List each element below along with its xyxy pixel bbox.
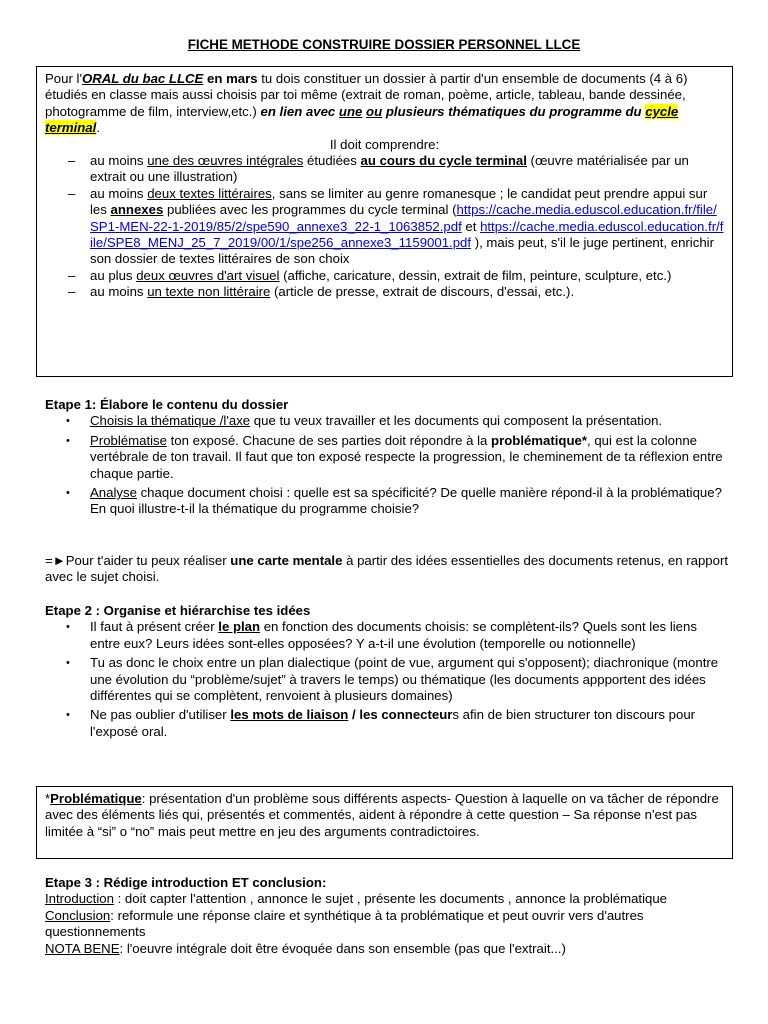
text: Pour l': [45, 71, 82, 86]
text: ), mais peut, s'il le juge pertinent, enrichir son dossier de textes littéraires de son choix: [90, 235, 714, 267]
list-item: [45, 433, 730, 482]
text: deux œuvres d'art visuel: [136, 267, 280, 283]
list-item: [45, 186, 724, 268]
text: le plan: [218, 619, 261, 635]
text: problématique*: [491, 432, 588, 448]
text: à partir des idées essentielles des documents retenus, en rapport avec le sujet choisi.: [45, 553, 729, 585]
text: les mots de liaison: [230, 707, 349, 723]
text: une carte mentale: [230, 553, 343, 568]
list-item: [45, 707, 730, 740]
conclusion-line: [45, 908, 730, 941]
intro-box: [36, 66, 733, 377]
text: : doit capter l'attention , annonce le sujet , présente les documents , annonce la problématique: [113, 891, 667, 907]
text: Analyse: [90, 485, 137, 501]
text: =►Pour t'aider tu peux réaliser: [45, 553, 231, 568]
definition-box: [36, 786, 733, 859]
list-item: [45, 619, 730, 652]
text: (affiche, caricature, dessin, extrait de film, peinture, sculpture, etc.): [279, 267, 672, 283]
etape2-heading: Etape 2 : Organise et hiérarchise tes idées: [45, 603, 311, 618]
text: au moins: [90, 185, 148, 201]
bullet-marker: •: [66, 657, 70, 670]
text: (article de presse, extrait de discours, d'essai, etc.).: [270, 284, 575, 300]
etape2-section: [45, 603, 730, 743]
nota-bene-line: [45, 941, 730, 957]
text: Il faut à présent créer: [90, 619, 219, 635]
dash-marker: –: [68, 185, 76, 201]
list-item: [45, 268, 724, 284]
definition-text: [45, 791, 724, 840]
etape1-list: [45, 413, 730, 517]
intro-paragraph: [45, 71, 724, 137]
text: Tu as donc le choix entre un plan dialectique (point de vue, argument qui s'opposent); diachronique (montre une évolution du “problème/sujet” à travers le temps) ou thématique (les documents appportent des idées différentes qui se complètent, renvoient à plusieurs domaines): [90, 655, 719, 704]
text: , qui est la colonne vertébrale de ton travail. Il faut que ton exposé respecte la progression, le cheminement de ta réflexion entre chaque partie.: [90, 432, 723, 481]
text: les connecteur: [359, 707, 453, 723]
text: Introduction: [45, 891, 114, 907]
page-title: FICHE METHODE CONSTRUIRE DOSSIER PERSONNEL LLCE: [187, 37, 581, 52]
text: : reformule une réponse claire et synthétique à ta problématique et peut ouvrir vers d'autres questionnements: [45, 907, 644, 940]
list-item: [45, 153, 724, 186]
text: tu dois constituer un dossier à partir d'un ensemble de documents (4 à 6) étudiés en classe mais aussi choisis par toi même (extrait de roman, poème, article, tableau, bande dessinée, photogramme de film, interview,etc.): [45, 71, 688, 119]
list-item: [45, 655, 730, 704]
text: une des œuvres intégrales: [147, 153, 304, 169]
text: /: [348, 707, 360, 723]
text: au cours du cycle terminal: [360, 153, 527, 169]
text: : présentation d'un problème sous différents aspects- Question à laquelle on va tâcher de répondre avec des éléments liés qui, présentés et commentés, aident à répondre à cette question – Sa réponse n'est pas limitée à “si” o “no” mais peut mettre en jeu des arguments contradictoires.: [45, 791, 719, 839]
annexe-link-1[interactable]: https://cache.media.eduscol.education.fr/file/SP1-MEN-22-1-2019/85/2/spe590_annexe3_22-1_1063852.pdf: [90, 202, 717, 234]
text: annexes: [110, 202, 164, 218]
text: plusieurs thématiques du programme du: [385, 103, 646, 119]
text: chaque document choisi : quelle est sa spécificité? De quelle manière répond-il à la problématique? En quoi illustre-t-il la thématique du programme choisie?: [90, 485, 722, 517]
list-item: [45, 485, 730, 518]
text: en lien avec: [260, 103, 339, 119]
text: (œuvre matérialisée par un extrait ou une illustration): [90, 153, 689, 185]
text: étudiées: [303, 153, 361, 169]
text: , sans se limiter au genre romanesque ; le candidat peut prendre appui sur les: [90, 185, 708, 218]
text: s afin de bien structurer ton discours pour l'exposé oral.: [90, 707, 696, 739]
requirements-intro: Il doit comprendre:: [329, 136, 440, 152]
cycle-highlight: cycle terminal: [45, 103, 679, 136]
text: que tu veux travailler et les documents qui composent la présentation.: [250, 413, 663, 429]
text: au moins: [90, 284, 148, 300]
dash-marker: –: [68, 153, 76, 169]
etape3-section: [45, 875, 730, 957]
bullet-marker: •: [66, 709, 70, 722]
requirements-list: [45, 153, 724, 301]
etape3-heading: Etape 3 : Rédige introduction ET conclusion:: [45, 875, 327, 890]
text: Problématique: [50, 791, 142, 806]
text: Choisis la thématique /l'axe: [90, 413, 251, 429]
text: Problématise: [90, 432, 167, 448]
list-item: [45, 413, 730, 429]
text: au plus: [90, 267, 137, 283]
text: un texte non littéraire: [147, 284, 271, 300]
text: publiées avec les programmes du cycle terminal (: [163, 202, 457, 218]
text: ton exposé. Chacune de ses parties doit répondre à la: [166, 432, 492, 448]
etape1-heading: Etape 1: Élabore le contenu du dossier: [45, 397, 289, 412]
annexe-link-2[interactable]: https://cache.media.eduscol.education.fr/file/SPE8_MENJ_25_7_2019/00/1/spe256_annexe3_1159001.pdf: [90, 218, 724, 251]
text: ou: [366, 103, 383, 119]
text: Conclusion: [45, 907, 111, 923]
tip-paragraph: [45, 553, 730, 586]
bullet-marker: •: [66, 621, 70, 634]
text: et: [461, 218, 481, 234]
text: *: [45, 791, 51, 806]
text: Ne pas oublier d'utiliser: [90, 707, 231, 723]
text: une: [338, 103, 363, 119]
text: .: [96, 120, 100, 136]
text: : l'oeuvre intégrale doit être évoquée dans son ensemble (pas que l'extrait...): [119, 940, 566, 956]
text: en fonction des documents choisis: se complètent-ils? Quels sont les liens entre eux? Leurs idées sont-elles opposées? Y a-t-il une évolution (temporelle ou notionnelle): [90, 619, 697, 651]
introduction-line: [45, 891, 730, 907]
dash-marker: –: [68, 284, 76, 300]
etape1-section: [45, 397, 730, 521]
bullet-marker: •: [66, 434, 70, 447]
date-label: en mars: [203, 71, 258, 86]
bullet-marker: •: [66, 487, 70, 500]
dash-marker: –: [68, 267, 76, 283]
oral-label: ORAL du bac LLCE: [81, 71, 204, 86]
text: NOTA BENE: [45, 940, 120, 956]
text: au moins: [90, 153, 148, 169]
etape2-list: [45, 619, 730, 740]
tip-text: [45, 553, 730, 586]
bullet-marker: •: [66, 415, 70, 428]
text: deux textes littéraires: [147, 185, 272, 201]
list-item: [45, 284, 724, 300]
